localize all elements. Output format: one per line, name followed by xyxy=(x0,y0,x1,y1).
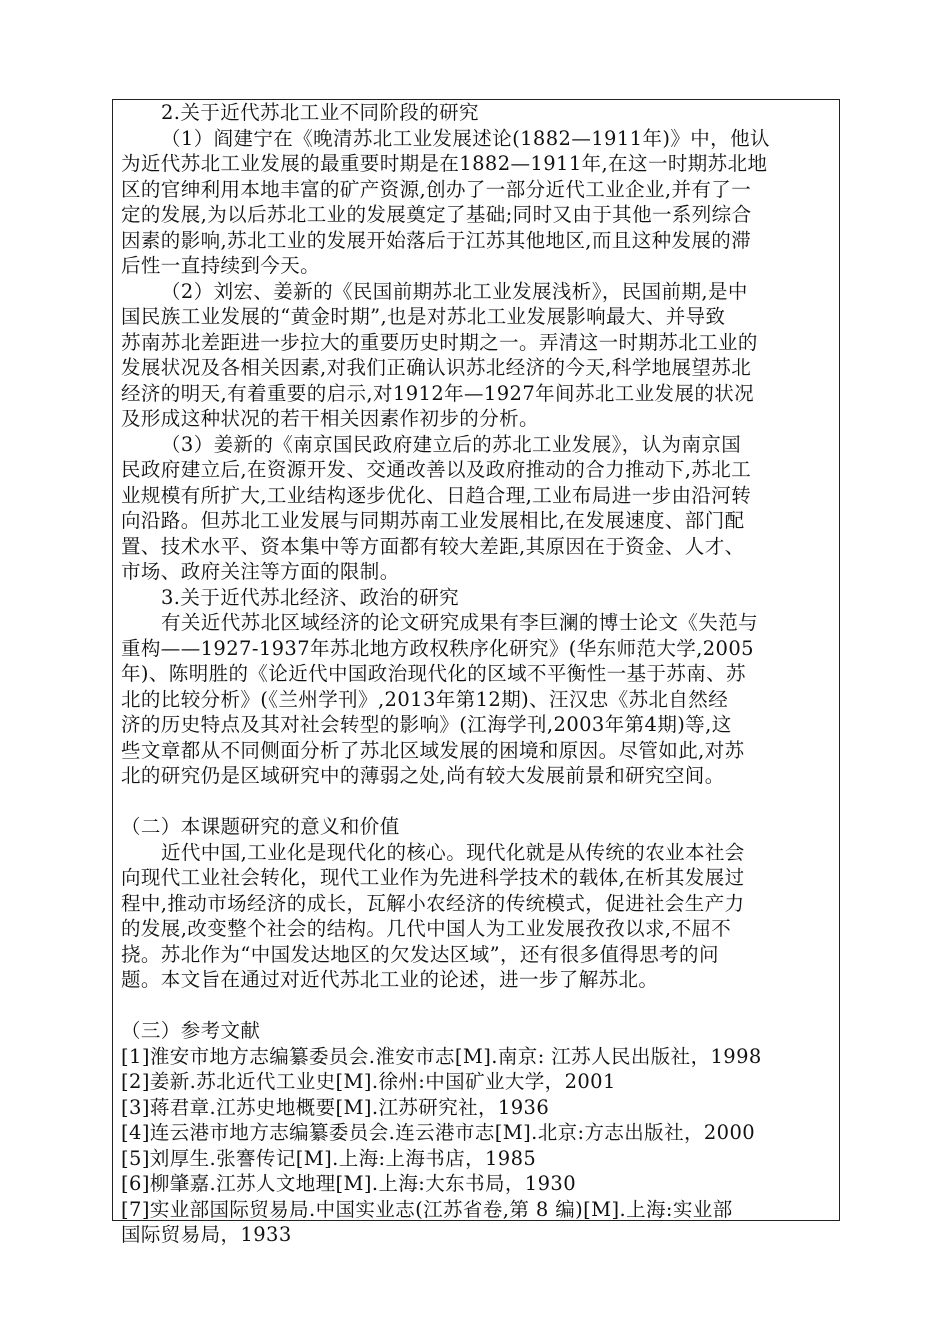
paragraph-line: 定的发展,为以后苏北工业的发展奠定了基础;同时又由于其他一系列综合 xyxy=(121,203,752,226)
paragraph-line: 近代中国,工业化是现代化的核心。现代化就是从传统的农业本社会 xyxy=(161,840,745,864)
paragraph-line: 民政府建立后,在资源开发、交通改善以及政府推动的合力推动下,苏北工 xyxy=(121,458,752,481)
paragraph-line: （2）刘宏、姜新的《民国前期苏北工业发展浅析》，民国前期,是中 xyxy=(161,279,748,303)
reference-item-continuation: 国际贸易局，1933 xyxy=(121,1223,292,1246)
paragraph-line: 置、技术水平、资本集中等方面都有较大差距,其原因在于资金、人才、 xyxy=(121,534,745,558)
paragraph-line: 因素的影响,苏北工业的发展开始落后于江苏其他地区,而且这种发展的滞 xyxy=(121,228,752,252)
paragraph-line: 业规模有所扩大,工业结构逐步优化、日趋合理,工业布局进一步由沿河转 xyxy=(121,483,752,507)
paragraph-line: 向现代工业社会转化，现代工业作为先进科学技术的载体,在析其发展过 xyxy=(121,866,745,889)
paragraph-line: 市场、政府关注等方面的限制。 xyxy=(121,560,400,583)
paragraph-line: 有关近代苏北区域经济的论文研究成果有李巨澜的博士论文《失范与 xyxy=(161,611,759,634)
paragraph-line: 发展状况及各相关因素,对我们正确认识苏北经济的今天,科学地展望苏北 xyxy=(121,356,752,379)
reference-item: [2]姜新.苏北近代工业史[M].徐州:中国矿业大学，2001 xyxy=(121,1070,616,1093)
paragraph-line: （1）阎建宁在《晚清苏北工业发展述论(1882—1911年)》中，他认 xyxy=(161,126,770,150)
paragraph-line: 北的研究仍是区域研究中的薄弱之处,尚有较大发展前景和研究空间。 xyxy=(121,764,725,787)
paragraph-line: 挠。苏北作为“中国发达地区的欠发达区域”，还有很多值得思考的问 xyxy=(121,942,719,966)
section-heading: 3.关于近代苏北经济、政治的研究 xyxy=(161,585,460,609)
reference-item: [6]柳肇嘉.江苏人文地理[M].上海:大东书局，1930 xyxy=(121,1172,576,1195)
reference-item: [5]刘厚生.张謇传记[M].上海:上海书店，1985 xyxy=(121,1146,537,1170)
paragraph-line: （3）姜新的《南京国民政府建立后的苏北工业发展》，认为南京国 xyxy=(161,432,742,456)
blank-line xyxy=(121,993,833,1019)
paragraph-line: 年)、陈明胜的《论近代中国政治现代化的区域不平衡性一基于苏南、苏 xyxy=(121,662,746,685)
reference-item: [7]实业部国际贸易局.中国实业志(江苏省卷,第 8 编)[M].上海:实业部 xyxy=(121,1197,733,1221)
document-frame xyxy=(112,99,840,1246)
paragraph-line: 区的官绅利用本地丰富的矿产资源,创办了一部分近代工业企业,并有了一 xyxy=(121,177,752,201)
paragraph-line: 后性一直持续到今天。 xyxy=(121,254,321,277)
reference-item: [1]淮安市地方志编纂委员会.淮安市志[M].南京: 江苏人民出版社，1998 xyxy=(121,1044,762,1068)
paragraph-line: 的发展,改变整个社会的结构。几代中国人为工业发展孜孜以求,不屈不 xyxy=(121,917,732,940)
paragraph-line: 为近代苏北工业发展的最重要时期是在1882—1911年,在这一时期苏北地 xyxy=(121,152,768,175)
paragraph-line: 重构——1927-1937年苏北地方政权秩序化研究》(华东师范大学,2005 xyxy=(121,636,754,660)
reference-item: [4]连云港市地方志编纂委员会.连云港市志[M].北京:方志出版社，2000 xyxy=(121,1121,756,1144)
blank-line xyxy=(121,789,833,815)
paragraph-line: 济的历史特点及其对社会转型的影响》(江海学刊,2003年第4期)等,这 xyxy=(121,713,732,736)
paragraph-line: 些文章都从不同侧面分析了苏北区域发展的困境和原因。尽管如此,对苏 xyxy=(121,738,745,762)
paragraph-line: 国民族工业发展的“黄金时期”,也是对苏北工业发展影响最大、并导致 xyxy=(121,305,726,328)
section-heading: （三）参考文献 xyxy=(121,1019,261,1042)
paragraph-line: 经济的明天,有着重要的启示,对1912年—1927年间苏北工业发展的状况 xyxy=(121,381,755,405)
paragraph-line: 苏南苏北差距进一步拉大的重要历史时期之一。弄清这一时期苏北工业的 xyxy=(121,330,758,354)
paragraph-line: 向沿路。但苏北工业发展与同期苏南工业发展相比,在发展速度、部门配 xyxy=(121,509,745,532)
section-heading: （二）本课题研究的意义和价值 xyxy=(121,815,400,838)
reference-item: [3]蒋君章.江苏史地概要[M].江苏研究社，1936 xyxy=(121,1095,550,1119)
paragraph-line: 题。本文旨在通过对近代苏北工业的论述，进一步了解苏北。 xyxy=(121,968,659,991)
paragraph-line: 及形成这种状况的若干相关因素作初步的分析。 xyxy=(121,407,539,430)
section-heading: 2.关于近代苏北工业不同阶段的研究 xyxy=(161,101,479,124)
paragraph-line: 北的比较分析》(《兰州学刊》,2013年第12期)、汪汉忠《苏北自然经 xyxy=(121,687,729,711)
paragraph-line: 程中,推动市场经济的成长，瓦解小农经济的传统模式，促进社会生产力 xyxy=(121,891,745,915)
